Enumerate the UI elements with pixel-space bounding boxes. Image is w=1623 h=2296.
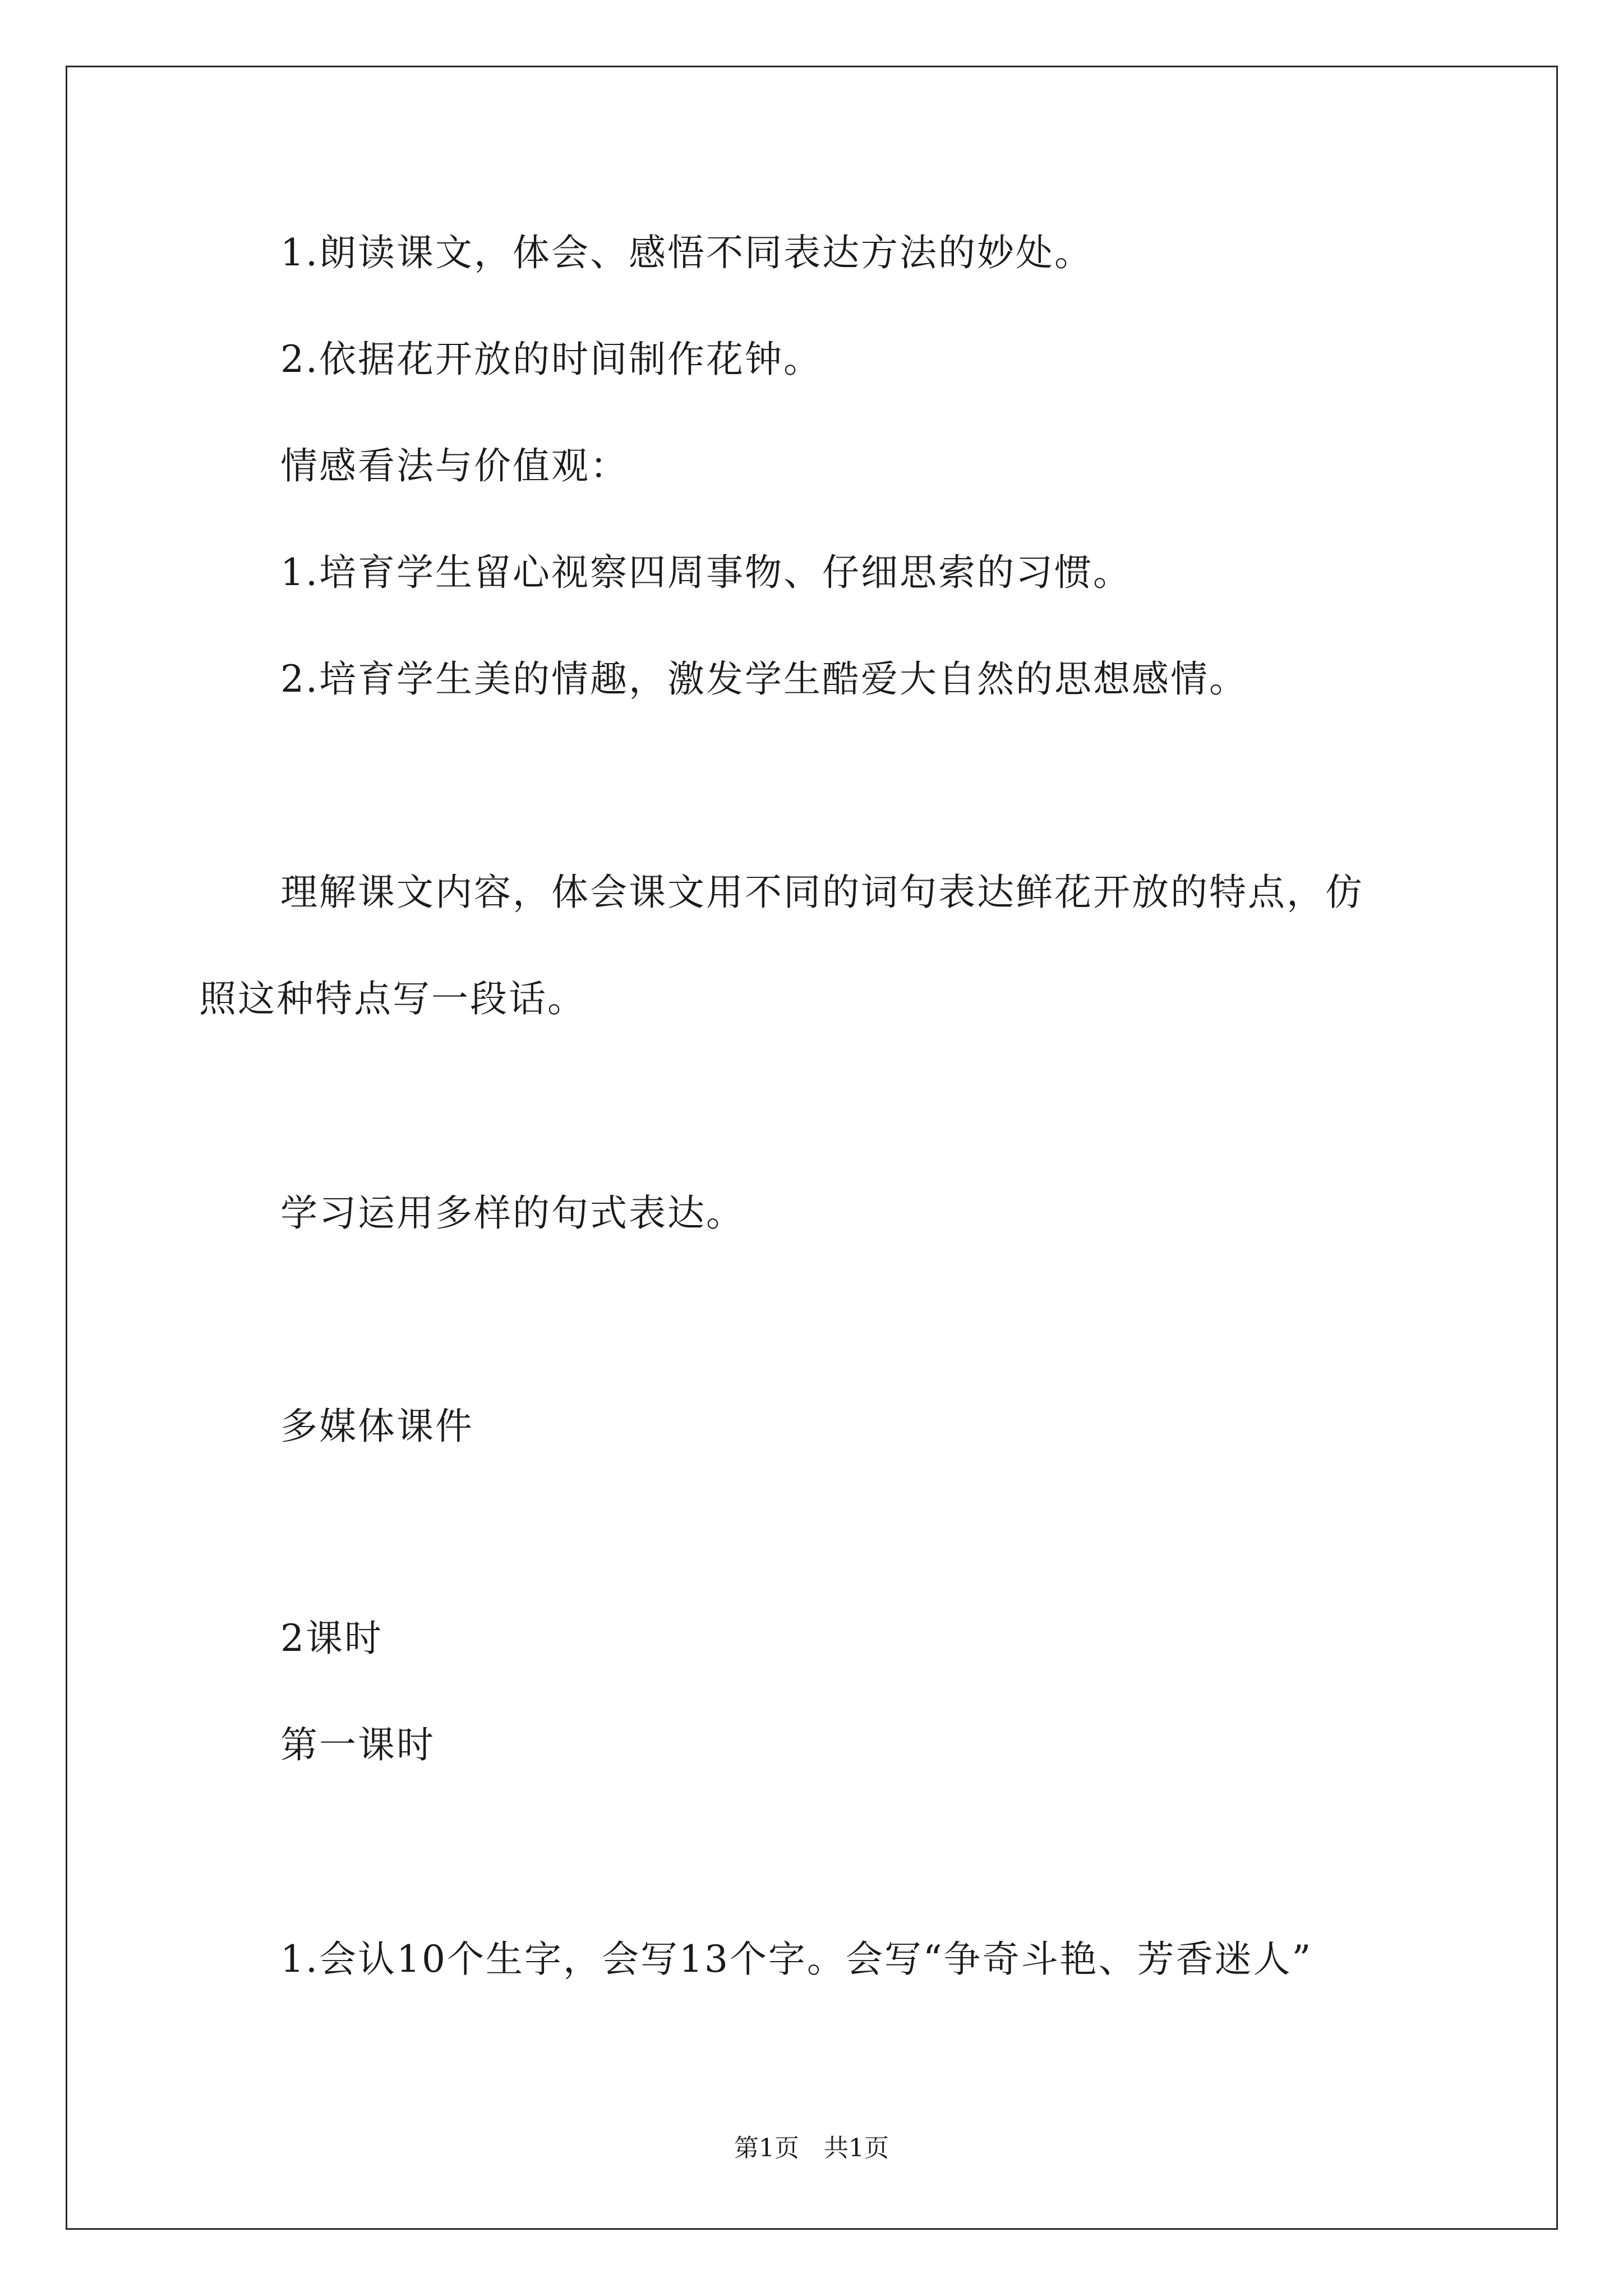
text-line-11: 第一课时 bbox=[280, 1723, 435, 1766]
text-line-5: 2.培育学生美的情趣，激发学生酷爱大自然的思想感情。 bbox=[280, 657, 1248, 701]
text-line-3: 情感看法与价值观： bbox=[280, 444, 629, 487]
text-line-9: 多媒体课件 bbox=[280, 1405, 474, 1448]
text-line-4: 1.培育学生留心视察四周事物、仔细思索的习惯。 bbox=[280, 551, 1132, 594]
page-footer: 第1页 共1页 bbox=[734, 2134, 889, 2162]
text-line-10: 2课时 bbox=[280, 1617, 383, 1660]
text-line-8: 学习运用多样的句式表达。 bbox=[280, 1191, 745, 1235]
text-line-6: 理解课文内容，体会课文用不同的词句表达鲜花开放的特点，仿 bbox=[280, 871, 1364, 914]
text-line-12: 1.会认10个生字，会写13个字。会写“争奇斗艳、芳香迷人” bbox=[280, 1938, 1313, 1981]
text-line-1: 1.朗读课文，体会、感悟不同表达方法的妙处。 bbox=[280, 231, 1093, 274]
page-frame bbox=[66, 66, 1558, 2230]
text-line-2: 2.依据花开放的时间制作花钟。 bbox=[280, 338, 822, 381]
text-line-7: 照这种特点写一段话。 bbox=[199, 977, 586, 1020]
